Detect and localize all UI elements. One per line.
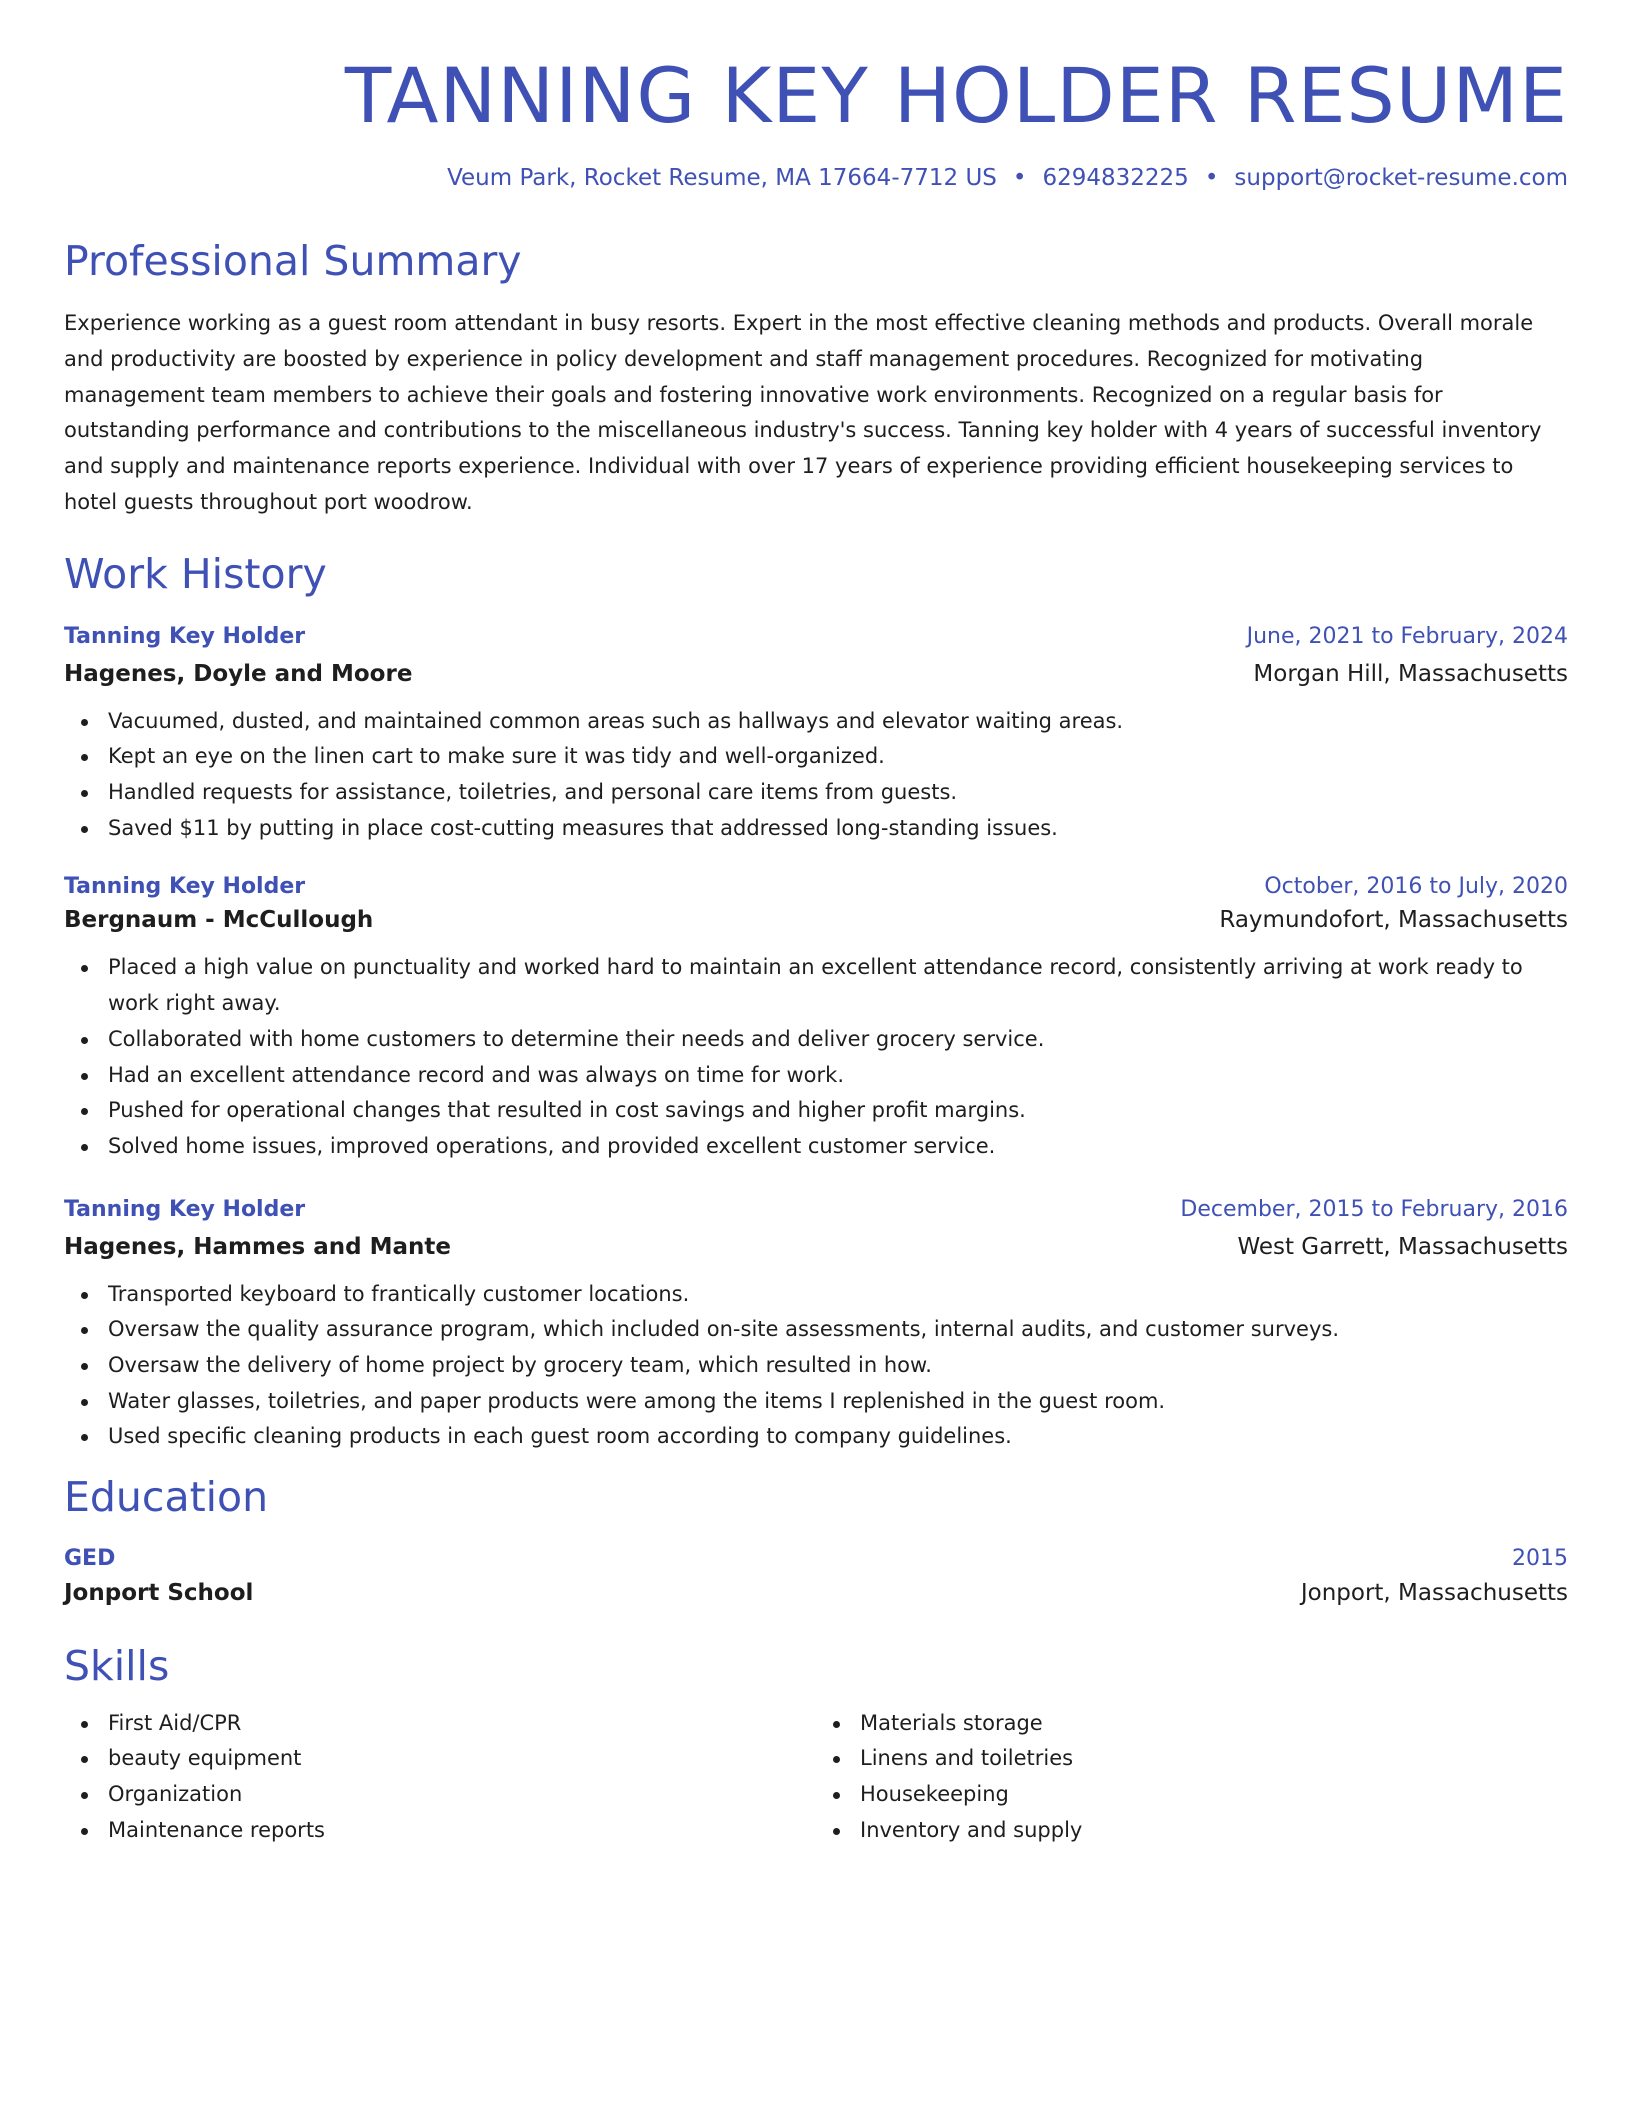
contact-phone: 6294832225 [1042,165,1189,192]
education-location: Jonport, Massachusetts [1300,1580,1568,1607]
skill-item: Linens and toiletries [860,1741,1568,1777]
work-history-heading: Work History [64,550,327,599]
work-history-section [64,550,1568,1455]
skill-item: First Aid/CPR [108,1706,816,1742]
skills-heading: Skills [64,1642,170,1691]
contact-email: support@rocket-resume.com [1234,165,1568,192]
job-bullet: Transported keyboard to frantically customer locations. [108,1277,1568,1313]
skills-grid [64,1706,1568,1849]
job-location: West Garrett, Massachusetts [1237,1233,1568,1260]
education-section [64,1473,1568,1608]
job-bullet: Used specific cleaning products in each guest room according to company guidelines. [108,1419,1568,1455]
job-role: Tanning Key Holder [64,874,306,900]
summary-text: Experience working as a guest room attendant in busy resorts. Expert in the most effective cleaning methods and products. Overall morale and productivity are boosted by experience in policy development and staff management procedures. Recognized for motivating management team members to achieve their goals and fostering innovative work environments. Recognized on a regular basis for outstanding performance and contributions to the miscellaneous industry's success. Tanning key holder with 4 years of successful inventory and supply and maintenance reports experience. Individual with over 17 years of experience providing efficient housekeeping services to hotel guests throughout port woodrow. [64,311,1542,514]
job-bullet: Saved $11 by putting in place cost-cutting measures that addressed long-standing issues. [108,811,1568,847]
job-dates: June, 2021 to February, 2024 [1246,623,1568,649]
job-bullet: Oversaw the quality assurance program, which included on-site assessments, internal audits, and customer surveys. [108,1312,1568,1348]
education-school: Jonport School [64,1580,254,1607]
job-bullet: Kept an eye on the linen cart to make sure it was tidy and well-organized. [108,739,1568,775]
job-role: Tanning Key Holder [64,1196,306,1222]
job-bullet: Solved home issues, improved operations, and provided excellent customer service. [108,1129,1568,1165]
skills-column-left [64,1706,816,1849]
summary-section [64,237,1568,520]
job-company: Bergnaum - McCullough [64,907,374,934]
job-bullet: Oversaw the delivery of home project by grocery team, which resulted in how. [108,1348,1568,1384]
job-role: Tanning Key Holder [64,623,306,649]
job-entry [64,622,1568,847]
education-entry [64,1544,1568,1608]
job-bullet: Placed a high value on punctuality and worked hard to maintain an excellent attendance record, consistently arriving at work ready to work right away. [108,950,1568,1021]
skill-item: Organization [108,1777,816,1813]
summary-heading: Professional Summary [64,236,522,285]
skill-item: Materials storage [860,1706,1568,1742]
job-bullet: Had an excellent attendance record and was always on time for work. [108,1058,1568,1094]
job-bullets [64,704,1568,847]
job-dates: October, 2016 to July, 2020 [1264,874,1568,900]
resume-title: TANNING KEY HOLDER RESUME [344,51,1568,140]
job-entry [64,1195,1568,1456]
education-year: 2015 [1512,1546,1568,1572]
job-company: Hagenes, Doyle and Moore [64,660,413,687]
education-degree: GED [64,1546,116,1572]
contact-line [64,165,1568,193]
job-location: Morgan Hill, Massachusetts [1253,660,1568,687]
job-bullets [64,950,1568,1164]
job-bullet: Water glasses, toiletries, and paper products were among the items I replenished in the guest room. [108,1384,1568,1420]
job-location: Raymundofort, Massachusetts [1219,907,1568,934]
education-heading: Education [64,1473,269,1522]
job-company: Hagenes, Hammes and Mante [64,1233,451,1260]
job-bullet: Handled requests for assistance, toiletries, and personal care items from guests. [108,775,1568,811]
job-bullets [64,1277,1568,1456]
skill-item: Inventory and supply [860,1813,1568,1849]
resume-header [64,52,1568,193]
job-bullet: Vacuumed, dusted, and maintained common areas such as hallways and elevator waiting areas. [108,704,1568,740]
contact-separator: • [1204,165,1219,192]
skills-section [64,1642,1568,1848]
job-bullet: Pushed for operational changes that resulted in cost savings and higher profit margins. [108,1093,1568,1129]
contact-address: Veum Park, Rocket Resume, MA 17664-7712 US [447,165,997,192]
skills-column-right [816,1706,1568,1849]
job-bullet: Collaborated with home customers to determine their needs and deliver grocery service. [108,1022,1568,1058]
contact-separator: • [1012,165,1027,192]
skill-item: Housekeeping [860,1777,1568,1813]
job-dates: December, 2015 to February, 2016 [1180,1196,1568,1222]
job-entry [64,872,1568,1164]
skill-item: Maintenance reports [108,1813,816,1849]
skill-item: beauty equipment [108,1741,816,1777]
